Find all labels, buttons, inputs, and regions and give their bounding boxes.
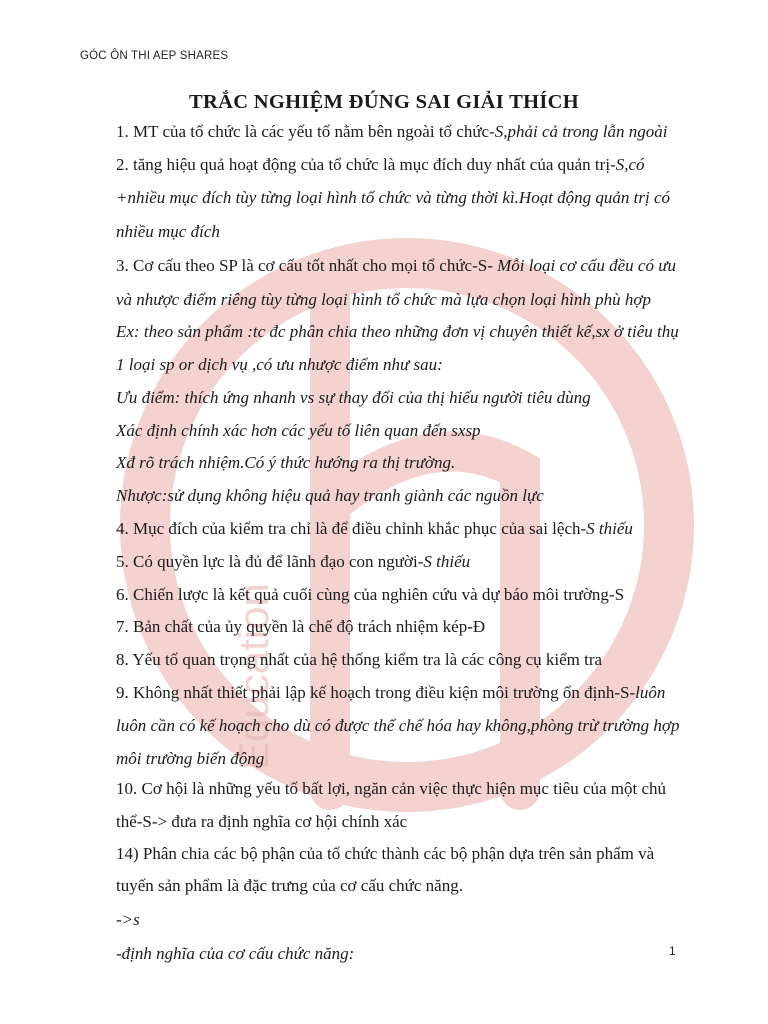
text-line (116, 355, 443, 375)
text-segment: Nhược:sử dụng không hiệu quả hay tranh giành các nguồn lực (116, 486, 544, 505)
page-title: TRẮC NGHIỆM ĐÚNG SAI GIẢI THÍCH (189, 91, 579, 113)
page-number: 1 (669, 944, 676, 958)
text-line (116, 617, 485, 637)
text-line (116, 910, 140, 930)
text-segment: +nhiều mục đích tùy từng loại hình tổ chức và từng thời kì.Hoạt động quản trị có (116, 188, 671, 207)
text-segment: S,có (615, 155, 645, 174)
text-segment: 9. Không nhất thiết phải lập kế hoạch trong điều kiện môi trường ổn định-S- (116, 683, 636, 702)
text-line (116, 944, 354, 964)
text-segment: 1 loại sp or dịch vụ ,có ưu nhược điểm như sau: (116, 355, 443, 374)
text-segment: 3. Cơ cấu theo SP là cơ cấu tốt nhất cho mọi tổ chức-S- (116, 256, 498, 275)
text-line (116, 812, 407, 832)
text-line (116, 122, 667, 142)
text-segment: ->s (116, 910, 140, 929)
page-header: GÓC ÔN THI AEP SHARES (80, 50, 229, 62)
text-segment: luôn (635, 683, 666, 702)
text-line (116, 844, 654, 864)
text-line (116, 256, 676, 276)
text-segment: Xđ rõ trách nhiệm.Có ý thức hướng ra thị trường. (116, 453, 456, 472)
text-segment: -định nghĩa của cơ cấu chức năng: (116, 944, 355, 963)
text-line (116, 519, 633, 539)
text-segment: S thiếu (423, 552, 471, 571)
watermark-text: Education (230, 583, 277, 770)
text-line (116, 650, 602, 670)
text-line (116, 749, 264, 769)
text-segment: tuyến sản phẩm là đặc trưng của cơ cấu chức năng. (116, 876, 463, 895)
text-segment: 7. Bản chất của ủy quyền là chế độ trách nhiệm kép-Đ (116, 617, 486, 636)
text-line (116, 552, 470, 572)
text-line (116, 486, 544, 506)
text-segment: 14) Phân chia các bộ phận của tổ chức thành các bộ phận dựa trên sản phẩm và (116, 844, 655, 863)
text-segment: 2. tăng hiệu quả hoạt động của tổ chức là mục đích duy nhất của quản trị- (116, 155, 616, 174)
text-segment: nhiều mục đích (116, 222, 220, 241)
text-segment: thể-S-> đưa ra định nghĩa cơ hội chính xác (116, 812, 408, 831)
text-line (116, 290, 651, 310)
text-segment: luôn cần có kế hoạch cho dù có được thể chế hóa hay không,phòng trừ trường hợp (116, 716, 680, 735)
text-segment: S thiếu (586, 519, 633, 538)
text-segment: Mỗi loại cơ cấu đều có ưu (497, 256, 676, 275)
text-segment: 5. Có quyền lực là đủ để lãnh đạo con người- (116, 552, 424, 571)
text-segment: Ưu điểm: thích ứng nhanh vs sự thay đổi của thị hiếu người tiêu dùng (116, 388, 591, 407)
text-line (116, 388, 591, 408)
text-segment: 6. Chiến lược là kết quả cuối cùng của nghiên cứu và dự báo môi trường-S (116, 585, 625, 604)
text-segment: 1. MT của tổ chức là các yếu tố nằm bên ngoài tổ chức- (116, 122, 495, 141)
text-segment: 8. Yếu tố quan trọng nhất của hệ thống kiểm tra là các công cụ kiểm tra (116, 650, 603, 669)
text-line (116, 683, 665, 703)
text-segment: Ex: theo sản phẩm :tc đc phân chia theo những đơn vị chuyên thiết kế,sx ở tiêu thụ (116, 322, 679, 341)
text-segment: Xác định chính xác hơn các yếu tố liên quan đến sxsp (116, 421, 481, 440)
text-line (116, 876, 463, 896)
text-line (116, 421, 481, 441)
text-segment: và nhược điểm riêng tùy từng loại hình tổ chức mà lựa chọn loại hình phù hợp (116, 290, 651, 309)
text-segment: 4. Mục đích của kiểm tra chỉ là để điều chỉnh khắc phục của sai lệch- (116, 519, 587, 538)
text-line (116, 188, 670, 208)
text-line (116, 155, 645, 175)
text-line (116, 585, 624, 605)
text-segment: S,phải cả trong lẫn ngoài (494, 122, 668, 141)
text-line (116, 779, 666, 799)
text-line (116, 322, 679, 342)
text-segment: 10. Cơ hội là những yếu tố bất lợi, ngăn cản việc thực hiện mục tiêu của một chủ (116, 779, 667, 798)
text-line (116, 716, 680, 736)
text-line (116, 453, 455, 473)
text-line (116, 222, 220, 242)
text-segment: môi trường biến động (116, 749, 265, 768)
